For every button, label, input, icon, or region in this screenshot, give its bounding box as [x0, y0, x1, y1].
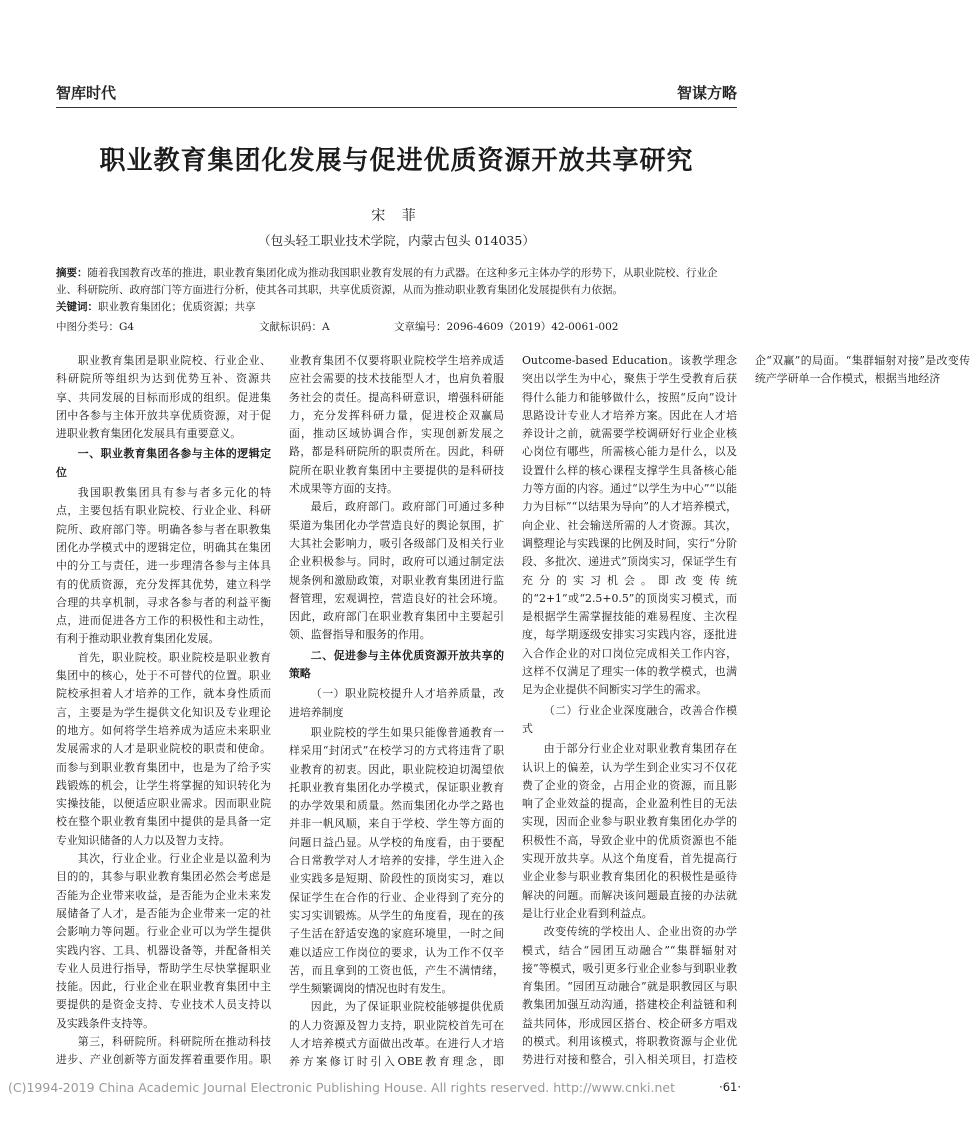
abstract-text: 随着我国教育改革的推进，职业教育集团化成为推动我国职业教育发展的有力武器。在这种多元主体办学的形势下，从职业院校、行业企业、科研院所、政府部门等方面进行分析，使其各司其职，共享优质资源，从而为推动职业教育集团化发展提供有力依据。 [56, 267, 718, 296]
keywords-label: 关键词： [56, 301, 98, 313]
subsection-heading: （二）行业企业深度融合，改善合作模式 [522, 703, 737, 735]
author-affiliation: （包头轻工职业技术学院，内蒙古包头 014035） [258, 233, 535, 248]
header-rule [56, 107, 737, 108]
body-paragraph: 最后，政府部门。政府部门可通过多种渠道为集团化办学营造良好的舆论氛围，扩大其社会影响力，吸引各级部门及相关行业企业积极参与。同时，政府可以通过制定法规条例和激励政策，对职业教育集团进行监督管理，宏观调控，营造良好的社会环境。因此，政府部门在职业教育集团中主要起引领、监督指导和服务的作用。 [289, 500, 504, 642]
article-title: 职业教育集团化发展与促进优质资源开放共享研究 [99, 146, 694, 176]
body-paragraph: 改变传统的学校出人、企业出资的办学模式，结合“园团互动融合”“集群辐射对接”等模式，吸引更多行业企业参与到职业教育集团。“园团互动融合”就是职教园区与职教集团加强互动沟通，搭建校企利益链和利益共同体，形成园区搭台、校企研多方唱戏的模式。利用该模式，将职教资源与企业优势进行对接和整合，引入相关项目，打造校企“双赢”的局面。“集群辐射对接”是改变传统产学研单一合作模式，根据当地经济 [522, 354, 970, 1067]
clc-number [56, 319, 134, 334]
doc-code [259, 319, 330, 334]
body-paragraph: 其次，行业企业。行业企业是以盈利为目的的，其参与职业教育集团必然会考虑是否能为企业带来收益，是否能为企业未来发展储备了人才，是否能为企业带来一定的社会影响力等问题。行业企业可以为学生提供实践内容、工具、机器设备等，并配备相关专业人员进行指导，帮助学生尽快掌握职业技能。因此，行业企业在职业教育集团中主要提供的是资金支持、专业技术人员支持以及实践条件支持等。 [56, 852, 271, 1030]
abstract-label: 摘要： [56, 267, 88, 279]
doc-label: 文献标识码： [259, 321, 322, 333]
body-paragraph: 第三，科研院所。科研院所在推动科技进步、产业创新等方面发挥着重要作用。职业教育集团不仅要将职业院校学生培养成适应社会需要的技术技能型人才，也肩负着服务社会的责任。提高科研意识，增强科研能力，充分发挥科研力量，促进校企双赢局面，推动区域协调合作，实现创新发展之路，都是科研院所的职责所在。因此，科研院所在职业教育集团中主要提供的是科研技术成果等方面的支持。 [56, 354, 504, 1067]
header-right-section: 智谋方略 [676, 84, 737, 102]
abstract-block [56, 265, 737, 316]
id-value: 2096-4609（2019）42-0061-002 [446, 321, 619, 333]
article-number [394, 319, 618, 334]
keywords-text: 职业教育集团化；优质资源；共享 [98, 301, 256, 313]
keywords [56, 299, 737, 316]
author-name: 宋 菲 [371, 208, 422, 224]
header-left-section: 智库时代 [56, 84, 117, 102]
body-paragraph: 因此，为了保证职业院校能够提供优质的人力资源及智力支持，职业院校首先可在人才培养模式方面做出改革。在进行人才培养方案修订时引入OBE教育理念，即Outcome-based Education。该教学理念突出以学生为中心，聚焦于学生受教育后获得什么能力和能够做什么，按照“反向”设计思路设计专业人才培养方案。因此在人才培养设计之前，就需要学校调研好行业企业核心岗位有哪些，所需核心能力是什么，以及设置什么样的核心课程支撑学生具备核心能力等方面的内容。通过“以学生为中心”“以能力为目标”“以结果为导向”的人才培养模式，向企业、社会输送所需的人才资源。其次，调整理论与实践课的比例及时间，实行“分阶段、多批次、递进式”顶岗实习，保证学生有充分的实习机会。即改变传统的“2+1”或“2.5+0.5”的顶岗实习模式，而是根据学生需掌握技能的难易程度、主次程度，每学期逐级安排实习实践内容，逐批进入合作企业的对口岗位完成相关工作内容，这样不仅满足了理实一体的教学模式，也满足为企业提供不间断实习学生的需求。 [289, 354, 737, 1069]
running-header [56, 82, 737, 104]
body-paragraph: 由于部分行业企业对职业教育集团存在认识上的偏差，认为学生到企业实习不仅花费了企业的资金，占用企业的资源，而且影响了企业效益的提高，企业盈利性目的无法实现，因而企业参与职业教育集团化办学的积极性不高，导致企业中的优质资源也不能实现开放共享。从这个角度看，首先提高行业企业参与职业教育集团化的积极性是亟待解决的问题。而解决该问题最直接的办法就是让行业企业看到利益点。 [522, 742, 737, 920]
article-body [56, 352, 970, 1072]
doc-value: A [322, 321, 330, 333]
abstract [56, 265, 737, 299]
page-footer [8, 1080, 741, 1100]
clc-label: 中图分类号： [56, 321, 119, 333]
section-heading: 一、职业教育集团各参与主体的逻辑定位 [56, 447, 271, 479]
section-heading: 二、促进参与主体优质资源开放共享的策略 [289, 648, 504, 681]
copyright-notice: (C)1994-2019 China Academic Journal Electronic Publishing House. All rights reserved. http://www.cnki.net [8, 1080, 675, 1095]
subsection-heading: （一）职业院校提升人才培养质量，改进培养制度 [289, 687, 504, 719]
page-number: ·61· [719, 1080, 741, 1094]
body-paragraph: 职业教育集团是职业院校、行业企业、科研院所等组织为达到优势互补、资源共享、共同发展的目标而形成的组织。促进集团中各参与主体开放共享优质资源，对于促进职业教育集团化发展具有重要意义。 [56, 354, 271, 441]
body-paragraph: 我国职教集团具有参与者多元化的特点，主要包括有职业院校、行业企业、科研院所、政府部门等。明确各参与者在职教集团化办学模式中的逻辑定位，明确其在集团中的分工与责任，进一步理清各参与主体具有的优质资源，充分发挥其优势，建立科学合理的共享机制，寻求各参与者的利益平衡点，进而促进各方工作的积极性和主动性，有利于推动职业教育集团化发展。 [56, 486, 271, 646]
clc-value: G4 [119, 321, 135, 333]
body-paragraph: 首先，职业院校。职业院校是职业教育集团中的核心，处于不可替代的位置。职业院校承担着人才培养的工作，就本身性质而言，主要是为学生提供文化知识及专业理论的地方。如何将学生培养成为适应未来职业发展需求的人才是职业院校的职责和使命。而参与到职业教育集团中，也是为了给予实践锻炼的机会，让学生将掌握的知识转化为实操技能，以便适应职业需求。因而职业院校在整个职业教育集团中提供的是具备一定专业知识储备的人力以及智力支持。 [56, 650, 271, 847]
id-label: 文章编号： [394, 321, 447, 333]
article-meta [56, 319, 737, 335]
body-paragraph: 职业院校的学生如果只能像普通教育一样采用“封闭式”在校学习的方式将违背了职业教育的初衷。因此，职业院校迫切渴望依托职业教育集团化办学模式，保证职业教育的办学效果和质量。然而集团化办学之路也并非一帆风顺，来自于学校、学生等方面的问题日益凸显。从学校的角度看，由于要配合日常教学对人才培养的安排，学生进入企业实践多是短期、阶段性的顶岗实习，难以保证学生在合作的行业、企业得到了充分的实习实训锻炼。从学生的角度看，现在的孩子生活在舒适安逸的家庭环境里，一时之间难以适应工作岗位的要求，认为工作不仅辛苦，而且拿到的工资也低，产生不满情绪，学生频繁调岗的情况也时有发生。 [289, 725, 504, 996]
